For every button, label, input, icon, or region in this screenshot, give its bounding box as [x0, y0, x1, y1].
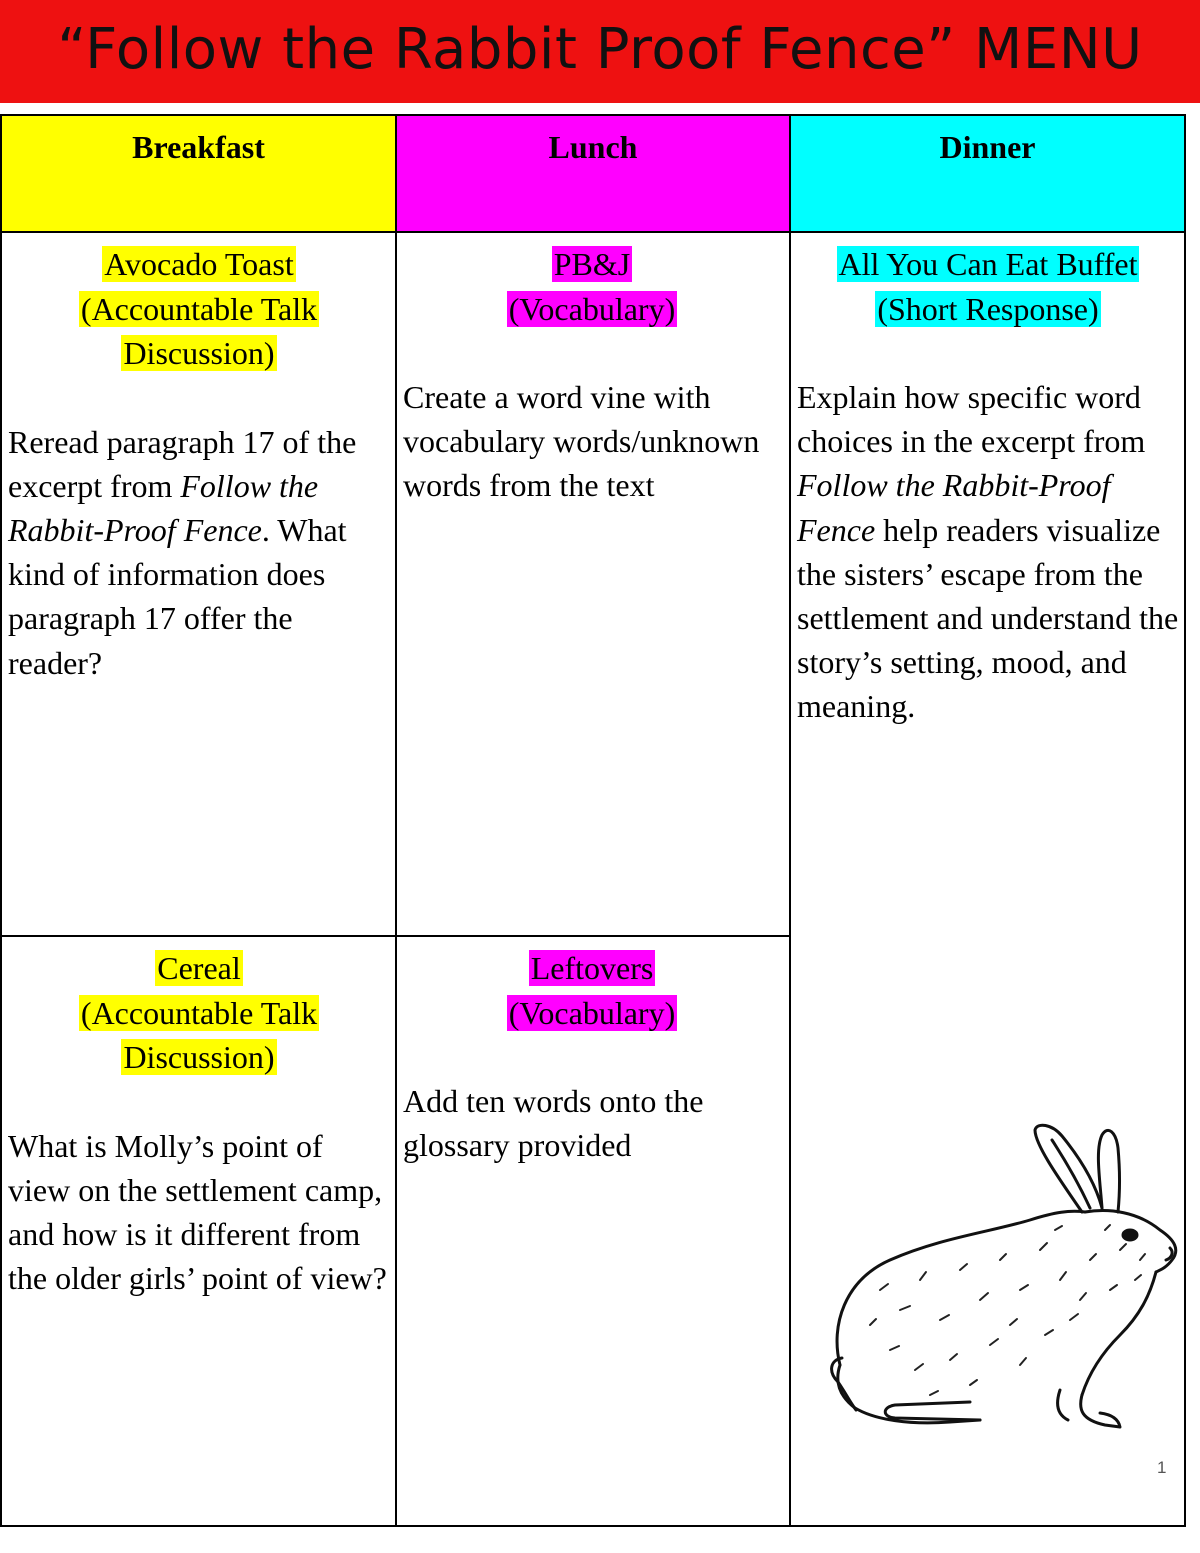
book-title: Follow the Rabbit-Proof Fence	[8, 467, 319, 548]
menu-item-avocado-toast	[8, 242, 390, 685]
menu-item-pbj	[403, 242, 781, 508]
column-divider-1	[395, 114, 397, 1527]
menu-item-buffet	[797, 242, 1179, 729]
item-prompt: Create a word vine with vocabulary words/unknown words from the text	[403, 379, 760, 504]
breakfast-header-label: Breakfast	[132, 129, 265, 165]
item-prompt: What is Molly’s point of view on the settlement camp, and how is it different from the older girls’ point of view?	[8, 1127, 387, 1297]
dinner-header-label: Dinner	[939, 129, 1036, 165]
item-category-cont: Discussion)	[123, 335, 275, 371]
item-category: (Short Response)	[877, 290, 1099, 327]
table-border-bottom	[0, 1525, 1186, 1527]
item-name: PB&J	[553, 246, 631, 282]
menu-item-cereal	[8, 946, 390, 1300]
item-category: (Vocabulary)	[508, 290, 676, 327]
rabbit-illustration	[820, 1120, 1185, 1440]
item-name: Cereal	[157, 950, 241, 986]
table-border-top	[0, 114, 1186, 116]
item-category: (Vocabulary)	[508, 994, 676, 1031]
lunch-header	[397, 116, 789, 231]
page-title: “Follow the Rabbit Proof Fence” MENU	[57, 17, 1143, 82]
item-category-cont: Discussion)	[123, 1039, 275, 1075]
breakfast-header	[2, 116, 395, 231]
lunch-header-label: Lunch	[548, 129, 638, 165]
item-prompt: Add ten words onto the glossary provided	[403, 1083, 704, 1164]
item-category: (Accountable Talk	[80, 290, 318, 327]
page-number: 1	[1157, 1458, 1167, 1477]
header-divider	[0, 231, 1186, 233]
menu-item-leftovers	[403, 946, 781, 1167]
item-name: All You Can Eat Buffet	[838, 246, 1138, 282]
item-name: Leftovers	[530, 950, 654, 986]
title-banner	[0, 0, 1200, 103]
dinner-header	[791, 116, 1184, 231]
book-title: Follow the Rabbit-Proof Fence	[797, 467, 1111, 548]
item-category: (Accountable Talk	[80, 994, 318, 1031]
item-prompt: Reread paragraph 17 of the excerpt from Follow the Rabbit-Proof Fence. What kind of information does paragraph 17 offer the reader?	[8, 423, 357, 681]
column-divider-2	[789, 114, 791, 1527]
item-name: Avocado Toast	[104, 246, 294, 282]
table-border-left	[0, 114, 2, 1527]
item-prompt: Explain how specific word choices in the excerpt from Follow the Rabbit-Proof Fence help readers visualize the sisters’ escape from the settlement and understand the story’s setting, mood, and meaning.	[797, 379, 1179, 725]
